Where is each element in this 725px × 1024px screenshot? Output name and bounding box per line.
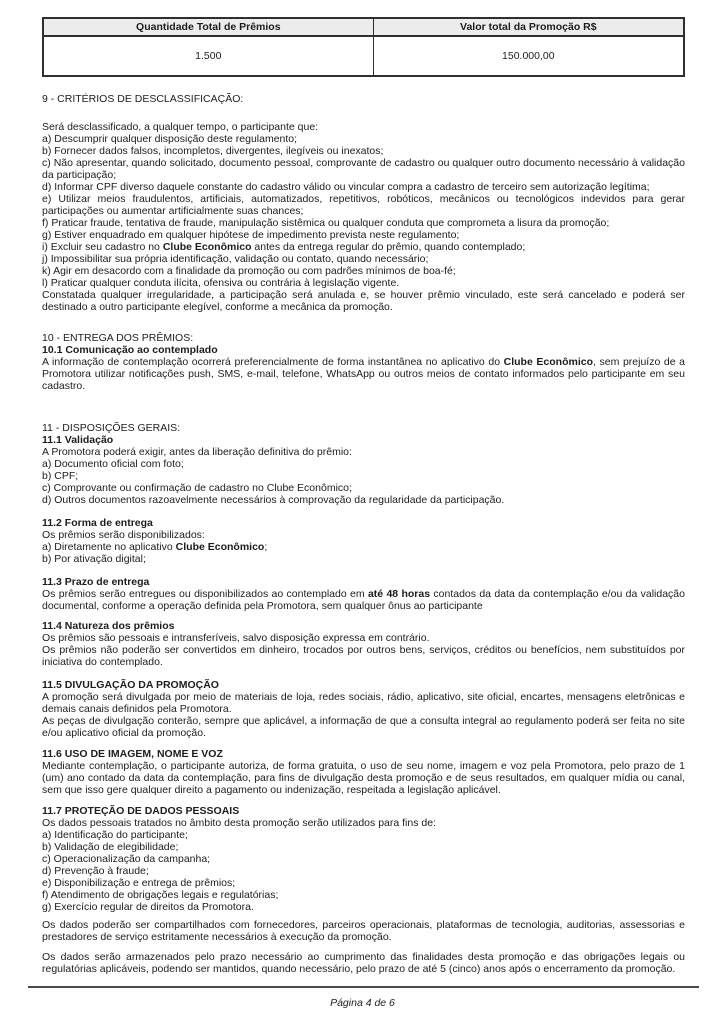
text-segment: antes da entrega regular do prêmio, quando contemplado; [251,241,526,253]
spacer [42,313,685,332]
spacer [42,943,685,951]
section-10-heading [42,332,685,344]
text-segment: e) Utilizar meios fraudulentos, artificiais, automatizados, repetitivos, robóticos, mecânicos ou tecnológicos indevidos para gerar participações ou aumentar artificialmente suas chances; [42,193,685,217]
section-11-heading [42,422,685,434]
text-line [42,588,685,612]
table-cell-value: 150.000,00 [373,36,684,76]
text-segment: Os dados serão armazenados pelo prazo necessário ao cumprimento das finalidades desta promoção e das obrigações legais ou regulatórias aplicáveis, podendo ser mantidos, quando necessário, pelo prazo de até 5 (cinco) anos após o encerramento da promoção. [42,951,685,975]
text-segment: k) Agir em desacordo com a finalidade da promoção ou com padrões mínimos de boa-fé; [42,265,456,277]
spacer [42,565,685,576]
text-line [42,458,685,470]
text-segment: c) Comprovante ou confirmação de cadastro no Clube Econômico; [42,482,352,494]
text-line [42,470,685,482]
document-body [42,93,685,975]
text-segment: a) Documento oficial com foto; [42,458,184,470]
text-segment: c) Operacionalização da campanha; [42,853,211,865]
table-header-quantity: Quantidade Total de Prêmios [43,18,373,36]
text-line [42,760,685,796]
text-line [42,632,685,644]
text-line [42,644,685,668]
text-line [42,494,685,506]
spacer [42,668,685,679]
text-line [42,482,685,494]
text-line [42,853,685,865]
text-line [42,919,685,943]
prizes-summary-table-wrap [42,17,685,77]
table-header-value: Valor total da Promoção R$ [373,18,684,36]
text-segment: 11.4 Natureza dos prêmios [42,620,175,632]
text-segment: Mediante contemplação, o participante autoriza, de forma gratuita, o uso de seu nome, imagem e voz pela Promotora, pelo prazo de 1 (um) ano contado da data da contemplação, para fins de divulgação desta promoção e de seus resultados, em qualquer mídia ou canal, sem que isso gere qualquer direito a pagamento ou indenização, respeitada a legislação aplicável. [42,760,685,796]
table-row [43,36,684,76]
text-segment: c) Não apresentar, quando solicitado, documento pessoal, comprovante de cadastro ou qualquer outro documento necessário à validação da participação; [42,157,685,181]
text-segment: 11.1 Validação [42,434,114,446]
subsection-11-5-heading [42,679,685,691]
text-line [42,217,685,229]
text-segment: A informação de contemplação ocorrerá preferencialmente de forma instantânea no aplicativo do [42,356,504,368]
text-line [42,446,685,458]
text-segment: 11.3 Prazo de entrega [42,576,150,588]
text-segment: 11.2 Forma de entrega [42,517,153,529]
text-line [42,715,685,739]
text-line [42,829,685,841]
subsection-11-3-heading [42,576,685,588]
emphasized-text: Clube Econômico [175,541,265,553]
text-line [42,817,685,829]
text-segment: 10.1 Comunicação ao contemplado [42,344,218,356]
subsection-11-7-heading [42,805,685,817]
text-segment: 11 - DISPOSIÇÕES GERAIS: [42,422,181,434]
text-segment: 11.6 USO DE IMAGEM, NOME E VOZ [42,748,223,760]
text-segment: 10 - ENTREGA DOS PRÊMIOS: [42,332,194,344]
text-line [42,265,685,277]
subsection-11-1-heading [42,434,685,446]
text-segment: 11.5 DIVULGAÇÃO DA PROMOÇÃO [42,679,219,691]
subsection-11-2-heading [42,517,685,529]
spacer [42,739,685,748]
text-line [42,121,685,133]
text-line [42,289,685,313]
spacer [42,392,685,422]
spacer [42,506,685,517]
text-line [42,145,685,157]
spacer [42,796,685,805]
section-9-heading [42,93,685,105]
text-line [42,277,685,289]
text-line [42,877,685,889]
subsection-11-6-heading [42,748,685,760]
text-segment: f) Praticar fraude, tentativa de fraude, manipulação sistêmica ou qualquer conduta que comprometa a lisura da promoção; [42,217,610,229]
text-line [42,253,685,265]
text-line [42,229,685,241]
table-cell-quantity: 1.500 [43,36,373,76]
spacer [42,105,685,121]
text-segment: Os prêmios serão entregues ou disponibilizados ao contemplado em [42,588,368,600]
text-line [42,241,685,253]
text-line [42,356,685,392]
text-segment: d) Outros documentos razoavelmente necessários à comprovação da regularidade da participação. [42,494,505,506]
text-segment: a) Descumprir qualquer disposição deste regulamento; [42,133,298,145]
text-segment: b) Por ativação digital; [42,553,146,565]
text-line [42,951,685,975]
text-segment: g) Estiver enquadrado em qualquer hipótese de impedimento prevista neste regulamento; [42,229,460,241]
text-segment: f) Atendimento de obrigações legais e regulatórias; [42,889,279,901]
text-segment: 9 - CRITÉRIOS DE DESCLASSIFICAÇÃO: [42,93,244,105]
text-line [42,529,685,541]
text-line [42,841,685,853]
text-segment: j) Impossibilitar sua própria identificação, validação ou contato, quando necessário; [42,253,429,265]
text-line [42,541,685,553]
text-segment: Os prêmios não poderão ser convertidos em dinheiro, trocados por outros bens, serviços, créditos ou benefícios, nem substituídos por iniciativa do contemplado. [42,644,685,668]
text-segment: a) Identificação do participante; [42,829,188,841]
prizes-summary-table [42,17,685,77]
text-line [42,133,685,145]
text-segment: A promoção será divulgada por meio de materiais de loja, redes sociais, rádio, aplicativo, site oficial, encartes, mensagens eletrônicas e demais canais definidos pela Promotora. [42,691,685,715]
text-segment: a) Diretamente no aplicativo [42,541,176,553]
text-segment: Os dados poderão ser compartilhados com fornecedores, parceiros operacionais, plataformas de tecnologia, auditorias, assessorias e prestadores de serviço estritamente necessários à execução da promoção. [42,919,685,943]
text-segment: As peças de divulgação conterão, sempre que aplicável, a informação de que a consulta integral ao regulamento poderá ser feita no site e/ou aplicativo oficial da promoção. [42,715,685,739]
text-segment: Os prêmios serão disponibilizados: [42,529,205,541]
text-segment: d) Prevenção à fraude; [42,865,149,877]
text-segment: b) Validação de elegibilidade; [42,841,179,853]
text-line [42,901,685,913]
text-line [42,889,685,901]
text-segment: b) CPF; [42,470,79,482]
text-segment: e) Disponibilização e entrega de prêmios; [42,877,236,889]
emphasized-text: até 48 horas [367,588,431,600]
emphasized-text: Clube Econômico [503,356,593,368]
text-segment: , sem prejuízo de a Promotora utilizar notificações push, SMS, e-mail, telefone, WhatsApp ou outros meios de contato informados pelo participante em seu cadastro. [42,356,686,392]
text-line [42,865,685,877]
text-segment: Constatada qualquer irregularidade, a participação será anulada e, se houver prêmio vinculado, este será cancelado e poderá ser destinado a outro participante elegível, conforme a mecânica da promoção. [42,289,685,313]
emphasized-text: Clube Econômico [162,241,252,253]
text-segment: i) Excluir seu cadastro no [42,241,163,253]
text-line [42,157,685,181]
text-segment: ; [264,541,268,553]
text-segment: d) Informar CPF diverso daquele constante do cadastro válido ou vincular compra a cadastro de terceiro sem autorização legítima; [42,181,650,193]
text-segment: l) Praticar qualquer conduta ilícita, ofensiva ou contrária à legislação vigente. [42,277,400,289]
text-line [42,181,685,193]
text-segment: A Promotora poderá exigir, antes da liberação definitiva do prêmio: [42,446,352,458]
text-line [42,193,685,217]
text-segment: 11.7 PROTEÇÃO DE DADOS PESSOAIS [42,805,240,817]
subsection-11-4-heading [42,620,685,632]
footer-divider [28,986,699,988]
text-segment: Será desclassificado, a qualquer tempo, o participante que: [42,121,319,133]
text-segment: b) Fornecer dados falsos, incompletos, divergentes, ilegíveis ou inexatos; [42,145,384,157]
spacer [42,612,685,620]
text-segment: Os prêmios são pessoais e intransferíveis, salvo disposição expressa em contrário. [42,632,430,644]
text-segment: contados da data da contemplação e/ou da validação documental, conforme a operação definida pela Promotora, sem qualquer ônus ao participante [42,588,685,612]
subsection-10-1-heading [42,344,685,356]
text-segment: Os dados pessoais tratados no âmbito desta promoção serão utilizados para fins de: [42,817,436,829]
text-segment: g) Exercício regular de direitos da Promotora. [42,901,254,913]
text-line [42,691,685,715]
page-number: Página 4 de 6 [330,997,395,1009]
text-line [42,553,685,565]
table-header-row [43,18,684,36]
